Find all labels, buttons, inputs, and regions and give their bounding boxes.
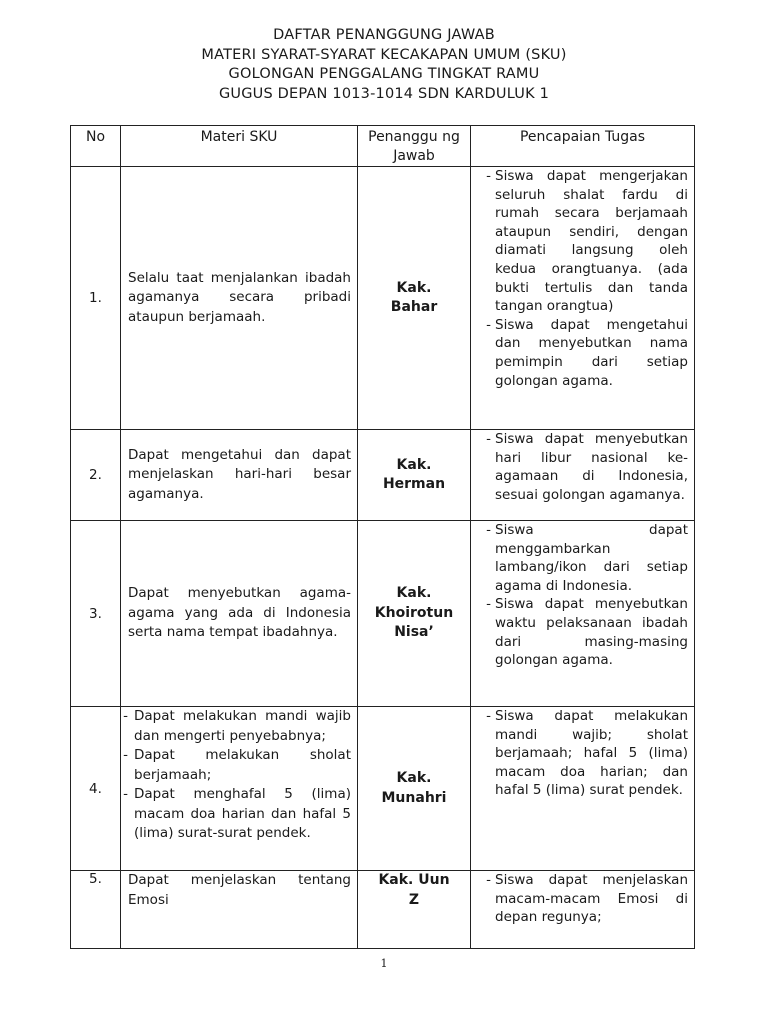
materi-cell: Dapat menjelaskan tentang Emosi [121, 871, 358, 949]
list-item [471, 521, 688, 595]
list-item [471, 430, 688, 504]
penanggung-jawab-cell: Kak. Uun Z [358, 871, 471, 949]
title-line: GOLONGAN PENGGALANG TINGKAT RAMU [228, 66, 540, 82]
penanggung-jawab-cell: Kak. Munahri [358, 707, 471, 871]
page-number: 1 [380, 957, 388, 970]
header-pencapaian-tugas: Pencapaian Tugas [471, 126, 695, 167]
list-item-text: Siswa dapat melakukan mandi wajib; sholat berjamaah; hafal 5 (lima) macam doa harian; dan hafal 5 (lima) surat pendek. [495, 708, 688, 799]
list-item-text: Siswa dapat mengerjakan seluruh shalat fardu di rumah secara berjamaah ataupun sendiri, dengan diamati langsung oleh kedua orangtuanya. (ada bukti tertulis dan tanda tangan orangtua) [495, 168, 688, 315]
materi-cell: Dapat mengetahui dan dapat menjelaskan hari-hari besar agamanya. [121, 430, 358, 521]
bullet-dash: - [486, 522, 491, 538]
pencapaian-tugas-cell [471, 871, 695, 949]
row-number: 2. [71, 430, 121, 521]
bullet-dash: - [486, 168, 491, 184]
table-row [71, 167, 695, 430]
title-line: DAFTAR PENANGGUNG JAWAB [273, 27, 495, 43]
list-item-text: Siswa dapat menggambarkan lambang/ikon dari setiap agama di Indonesia. [495, 522, 688, 594]
list-item [471, 316, 688, 390]
row-number: 4. [71, 707, 121, 871]
list-item-text: Dapat menghafal 5 (lima) macam doa harian dan hafal 5 (lima) surat-surat pendek. [134, 786, 351, 841]
bullet-dash: - [123, 708, 128, 724]
list-item [123, 707, 351, 746]
list-item [471, 707, 688, 800]
responsibility-table [70, 125, 695, 949]
pencapaian-tugas-cell [471, 521, 695, 707]
header-no: No [71, 126, 121, 167]
list-item [123, 785, 351, 844]
list-item-text: Dapat melakukan mandi wajib dan mengerti penyebabnya; [134, 708, 351, 744]
penanggung-jawab-cell: Kak. Khoirotun Nisa’ [358, 521, 471, 707]
list-item-text: Siswa dapat menyebutkan waktu pelaksanaan ibadah dari masing-masing golongan agama. [495, 596, 688, 669]
bullet-dash: - [486, 708, 491, 724]
table-row [71, 871, 695, 949]
header-penanggung-jawab: Penanggu ng Jawab [358, 126, 471, 167]
title-line: GUGUS DEPAN 1013-1014 SDN KARDULUK 1 [218, 85, 550, 102]
row-number: 3. [71, 521, 121, 707]
list-item [471, 871, 688, 927]
header-materi: Materi SKU [121, 126, 358, 167]
list-item [123, 746, 351, 785]
list-item-text: Siswa dapat menyebutkan hari libur nasional ke-agamaan di Indonesia, sesuai golongan agamanya. [495, 431, 688, 503]
bullet-dash: - [486, 431, 491, 447]
penanggung-jawab-cell: Kak. Bahar [358, 167, 471, 430]
list-item [471, 595, 688, 669]
pencapaian-tugas-cell [471, 707, 695, 871]
table-header-row [71, 126, 695, 167]
list-item-text: Siswa dapat mengetahui dan menyebutkan nama pemimpin dari setiap golongan agama. [495, 316, 688, 389]
title-line: MATERI SYARAT-SYARAT KECAKAPAN UMUM (SKU) [201, 46, 567, 63]
materi-cell: Selalu taat menjalankan ibadah agamanya secara pribadi ataupun berjamaah. [121, 167, 358, 430]
list-item-text: Siswa dapat menjelaskan macam-macam Emosi di depan regunya; [495, 872, 688, 926]
bullet-dash: - [486, 872, 491, 888]
bullet-dash: - [123, 786, 128, 802]
list-item [471, 167, 688, 316]
table-row [71, 707, 695, 871]
materi-list-cell [121, 707, 358, 871]
pencapaian-tugas-cell [471, 167, 695, 430]
row-number: 5. [71, 871, 121, 949]
bullet-dash: - [123, 747, 128, 763]
bullet-dash: - [486, 316, 491, 333]
document-title [0, 26, 768, 104]
materi-cell: Dapat menyebutkan agama-agama yang ada di Indonesia serta nama tempat ibadahnya. [121, 521, 358, 707]
list-item-text: Dapat melakukan sholat berjamaah; [134, 747, 351, 783]
row-number: 1. [71, 167, 121, 430]
penanggung-jawab-cell: Kak. Herman [358, 430, 471, 521]
table-row [71, 521, 695, 707]
table-row [71, 430, 695, 521]
pencapaian-tugas-cell [471, 430, 695, 521]
bullet-dash: - [486, 596, 491, 613]
